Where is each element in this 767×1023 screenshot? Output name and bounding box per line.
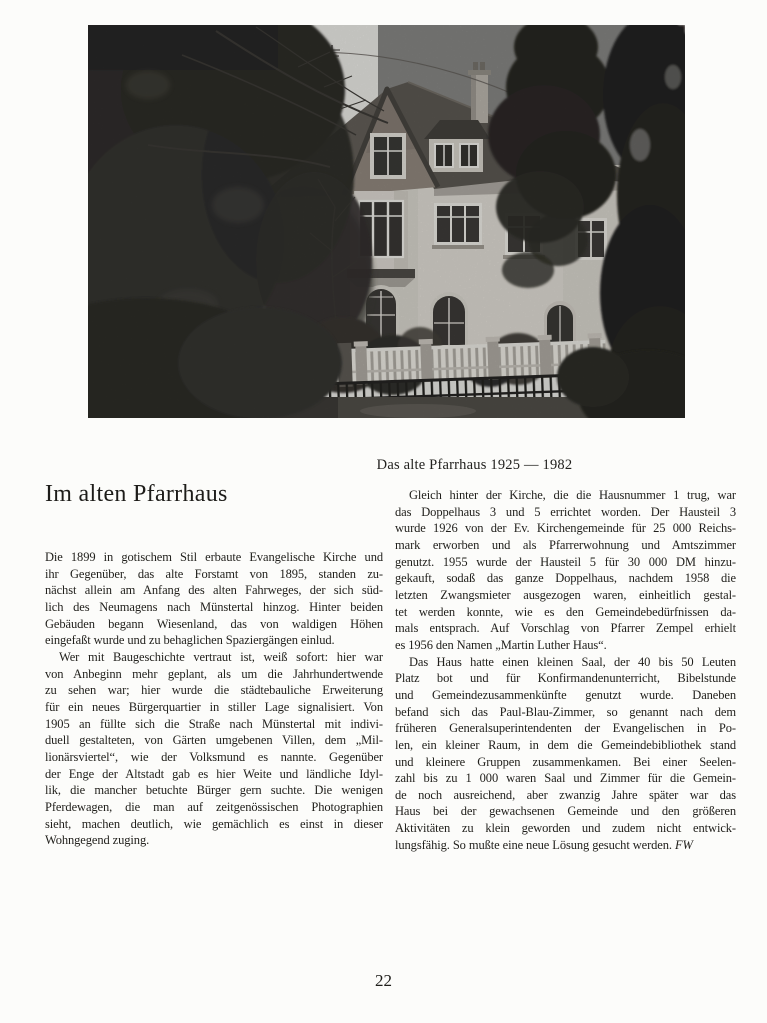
text-line: lionärsviertel“, wie der Volksmund es nannte. Gegenüber <box>45 749 383 764</box>
paragraph <box>395 654 736 854</box>
text-line: der Enge der Altstadt gab es hier Weite und ländliche Idyl- <box>45 766 383 781</box>
author-initials: FW <box>671 837 693 852</box>
text-line: Gebäuden begann Wiesenland, das von waldigen Höhen <box>45 616 383 631</box>
text-line: und Gemeindezusammenkünfte genutzt wurde. Daneben <box>395 687 736 702</box>
paragraph <box>395 487 736 654</box>
text-line: Gleich hinter der Kirche, die die Hausnummer 1 trug, war <box>409 488 736 502</box>
text-line: tet werden konnte, wie es den Gemeindebedürfnissen da- <box>395 604 736 619</box>
text-line: Die 1899 in gotischem Stil erbaute Evangelische Kirche und <box>45 550 383 564</box>
text-line: lich des Neumagens nach Münstertal hinzog. Hinter beiden <box>45 599 383 614</box>
text-line: ihr Gegenüber, das alte Forstamt von 1895, standen zu- <box>45 566 383 581</box>
text-line: befand sich das Paul-Blau-Zimmer, so genannt nach dem <box>395 704 736 719</box>
text-line: sieht, machen deutlich, wie gemächlich es einst in dieser <box>45 816 383 831</box>
text-line: es 1956 den Namen „Martin Luther Haus“. <box>395 637 607 652</box>
photo-veil <box>88 25 685 418</box>
text-line: Aktivitäten zu klein geworden und zudem nicht entwick- <box>395 821 736 836</box>
text-line: das Doppelhaus 3 und 5 errichtet worden. Der Hausteil 3 <box>395 504 736 519</box>
text-line: 1905 an füllte sich die Straße nach Münstertal mit indivi- <box>45 716 383 731</box>
text-line: Wohngegend zuging. <box>45 833 150 848</box>
text-line: de noch ausreichend, aber zwanzig Jahre später war das <box>395 787 736 802</box>
text-line: Das Haus hatte einen kleinen Saal, der 40 bis 50 Leuten <box>409 654 736 669</box>
text-line: duell gestalteten, von Gärten umgebenen Villen, dem „Mil- <box>45 733 383 748</box>
text-line: Wer mit Baugeschichte vertraut ist, weiß sofort: hier war <box>59 649 383 664</box>
text-line: zu sehen war; hier wurde die städtebauliche Erweiterung <box>45 683 383 698</box>
old-parsonage-photo <box>88 25 685 418</box>
text-line: mals entsprach. Auf Vorschlag von Pfarrer Zempel erhielt <box>395 621 736 636</box>
text-line: len, ein kleiner Raum, in dem die Gemeindebibliothek stand <box>395 737 736 752</box>
photo-caption: Das alte Pfarrhaus 1925 — 1982 <box>376 457 573 473</box>
text-line: und kleinere Gruppen zusammenkamen. Bei einer Seelen- <box>395 754 736 769</box>
paragraph <box>45 549 383 649</box>
page-number: 22 <box>375 971 392 990</box>
text-line: Pferdewagen, die man auf zeitgenössischen Photographien <box>45 799 383 814</box>
text-line: Haus bei der gewachsenen Gemeinde und den größeren <box>395 804 736 819</box>
text-line: früheren Generalsuperintendenten der Evangelischen in Po- <box>395 721 736 736</box>
text-line: wurde 1926 von der Ev. Kirchengemeinde für 25 000 Reichs- <box>395 521 736 536</box>
text-column-right <box>395 487 736 853</box>
text-line: lik, die mancher betuchte Bürger gern suchte. Die wenigen <box>45 783 383 798</box>
text-line: zahl bis zu 1 000 waren Saal und Zimmer für die Gemein- <box>395 771 736 786</box>
text-line: Platz bot und für Konfirmandenunterricht, Bibelstunde <box>395 671 736 686</box>
text-line: mark erworben und als Pfarrerwohnung und Amtszimmer <box>395 537 736 552</box>
text-line: von Anbeginn mehr geplant, als um die Jahrhundertwende <box>45 666 383 681</box>
text-line: eingefaßt wurde und zu behaglichen Spaziergängen einlud. <box>45 633 335 648</box>
text-line: lungsfähig. So mußte eine neue Lösung gesucht werden. FW <box>395 837 693 852</box>
paragraph <box>45 649 383 849</box>
photo-figure <box>88 25 685 473</box>
text-line: letzten Zwangsmieter ausgezogen waren, einheitlich gestal- <box>395 587 736 602</box>
text-line: für ein neues Bürgerquartier in stiller Lage signalisiert. Von <box>45 699 383 714</box>
text-line: genutzt. 1955 wurde der Hausteil 5 für 30 000 DM hinzu- <box>395 554 736 569</box>
text-column-left <box>45 549 383 849</box>
text-line: nächst allein am Anfang des alten Fahrweges, der sich süd- <box>45 583 383 598</box>
section-heading: Im alten Pfarrhaus <box>45 481 228 507</box>
text-line: gekauft, sodaß das ganze Doppelhaus, nachdem 1958 die <box>395 571 736 586</box>
